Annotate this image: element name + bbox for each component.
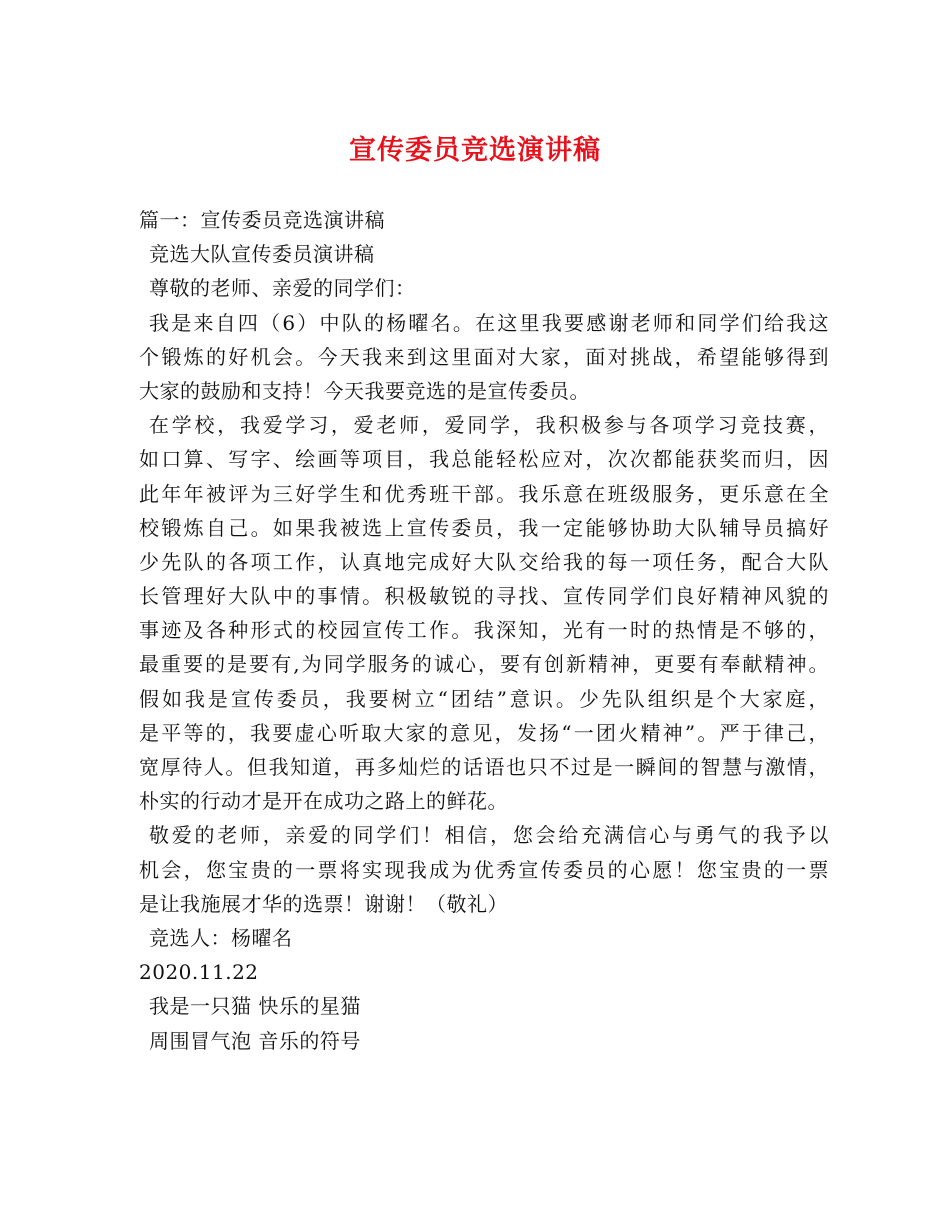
body-line: 我是来自四（6）中队的杨曜名。在这里我要感谢老师和同学们给我这 bbox=[149, 310, 829, 335]
body-line: 在学校，我爱学习，爱老师，爱同学，我积极参与各项学习竞技赛， bbox=[149, 413, 829, 438]
body-line: 朴实的行动才是开在成功之路上的鲜花。 bbox=[139, 789, 508, 814]
body-line: 竞选人：杨曜名 bbox=[149, 925, 293, 950]
body-line: 敬爱的老师，亲爱的同学们！相信，您会给充满信心与勇气的我予以 bbox=[149, 823, 829, 848]
body-line: 少先队的各项工作，认真地完成好大队交给我的每一项任务，配合大队 bbox=[139, 549, 829, 574]
body-line: 最重要的是要有,为同学服务的诚心，要有创新精神，更要有奉献精神。 bbox=[139, 652, 829, 677]
document-title: 宣传委员竞选演讲稿 bbox=[349, 135, 601, 166]
body-line: 假如我是宣传委员，我要树立“团结”意识。少先队组织是个大家庭， bbox=[139, 686, 829, 711]
body-line: 机会，您宝贵的一票将实现我成为优秀宣传委员的心愿！您宝贵的一票 bbox=[139, 857, 829, 882]
body-line: 2020.11.22 bbox=[139, 960, 259, 985]
document-body bbox=[139, 203, 829, 1058]
body-line: 大家的鼓励和支持！今天我要竞选的是宣传委员。 bbox=[139, 378, 590, 403]
body-line: 是平等的，我要虚心听取大家的意见，发扬“一团火精神”。严于律己， bbox=[139, 720, 829, 745]
body-line: 尊敬的老师、亲爱的同学们： bbox=[149, 276, 416, 301]
body-line: 我是一只猫 快乐的星猫 bbox=[149, 994, 361, 1019]
body-line: 是让我施展才华的选票！谢谢！（敬礼） bbox=[139, 891, 508, 916]
body-line: 宽厚待人。但我知道，再多灿烂的话语也只不过是一瞬间的智慧与激情， bbox=[139, 755, 829, 779]
body-line: 篇一：宣传委员竞选演讲稿 bbox=[139, 208, 385, 232]
body-line: 此年年被评为三好学生和优秀班干部。我乐意在班级服务，更乐意在全 bbox=[139, 481, 829, 506]
body-line: 长管理好大队中的事情。积极敏锐的寻找、宣传同学们良好精神风貌的 bbox=[139, 584, 829, 609]
body-line: 个锻炼的好机会。今天我来到这里面对大家，面对挑战，希望能够得到 bbox=[139, 344, 829, 369]
body-line: 校锻炼自己。如果我被选上宣传委员，我一定能够协助大队辅导员搞好 bbox=[139, 515, 829, 540]
body-line: 如口算、写字、绘画等项目，我总能轻松应对，次次都能获奖而归，因 bbox=[139, 447, 829, 472]
body-line: 事迹及各种形式的校园宣传工作。我深知，光有一时的热情是不够的， bbox=[139, 618, 829, 643]
body-line: 周围冒气泡 音乐的符号 bbox=[149, 1028, 361, 1053]
body-line: 竞选大队宣传委员演讲稿 bbox=[149, 242, 375, 267]
